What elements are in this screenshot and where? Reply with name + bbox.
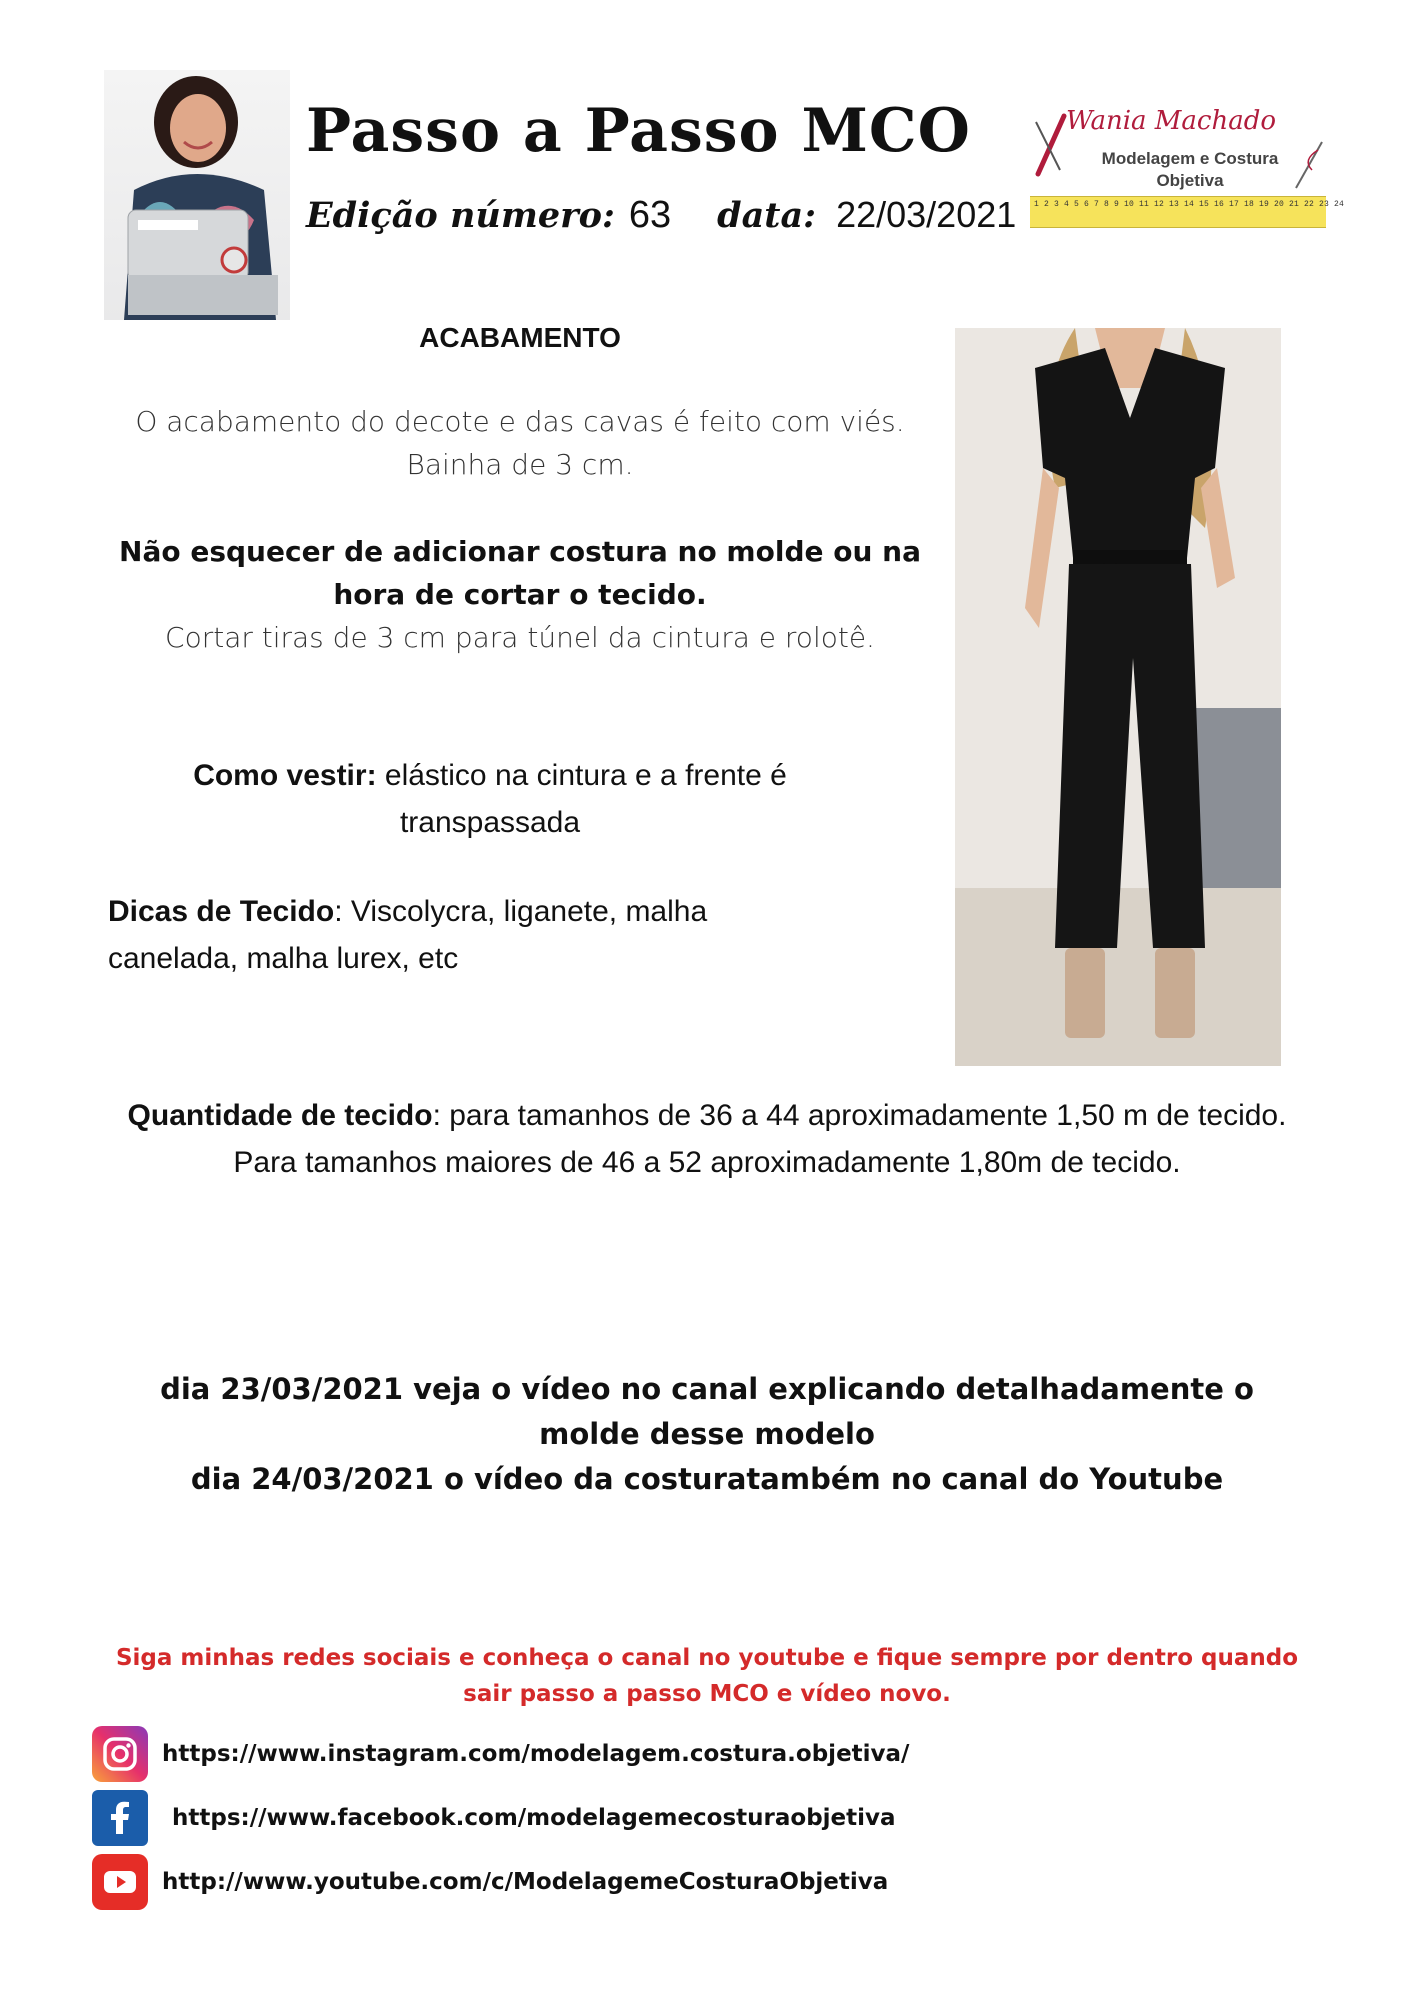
dicas-tecido-paragraph <box>108 888 708 982</box>
section-heading-acabamento: ACABAMENTO <box>419 322 621 353</box>
como-vestir-label: Como vestir: <box>193 759 377 792</box>
cut-strips-note: Cortar tiras de 3 cm para túnel da cintura e rolotê. <box>165 621 875 654</box>
ruler-numbers: 1 2 3 4 5 6 7 8 9 10 11 12 13 14 15 16 17 18 19 20 21 22 23 24 <box>1034 200 1345 209</box>
author-with-sewing-machine-image <box>104 70 290 320</box>
follow-invitation: Siga minhas redes sociais e conheça o canal no youtube e fique sempre por dentro quando sair passo a passo MCO e vídeo novo. <box>115 1645 1299 1707</box>
video-molde-announcement: dia 23/03/2021 veja o vídeo no canal explicando detalhadamente o molde desse modelo <box>160 1372 1254 1451</box>
acabamento-line-1: O acabamento do decote e das cavas é feito com viés. <box>135 405 905 438</box>
seam-allowance-note: Não esquecer de adicionar costura no molde ou na hora de cortar o tecido. <box>119 535 921 611</box>
como-vestir-paragraph <box>150 752 830 846</box>
date-value: 22/03/2021 <box>836 194 1017 235</box>
quantidade-text: : para tamanhos de 36 a 44 aproximadamente 1,50 m de tecido. <box>432 1099 1287 1132</box>
como-vestir-text: elástico na cintura e a frente é transpassada <box>376 759 787 839</box>
brand-subtitle: Modelagem e Costura Objetiva <box>1101 149 1279 190</box>
date-label: data: <box>717 195 817 236</box>
author-photo <box>104 70 290 320</box>
facebook-icon[interactable] <box>92 1790 148 1846</box>
instagram-row[interactable] <box>92 1725 909 1783</box>
instagram-icon[interactable] <box>92 1726 148 1782</box>
brand-signature: Wania Machado <box>1066 106 1277 136</box>
dicas-tecido-text: : Viscolycra, liganete, malha canelada, malha lurex, etc <box>108 895 708 975</box>
acabamento-line-2: Bainha de 3 cm. <box>406 448 634 481</box>
quantidade-label: Quantidade de tecido <box>127 1099 433 1132</box>
facebook-row[interactable] <box>92 1789 896 1847</box>
edition-number: 63 <box>628 194 672 236</box>
dicas-tecido-label: Dicas de Tecido <box>108 895 335 928</box>
page-title: Passo a Passo MCO <box>306 96 971 166</box>
youtube-row[interactable] <box>92 1853 888 1911</box>
video-announcements <box>80 1367 1334 1502</box>
youtube-glyph <box>100 1862 140 1902</box>
youtube-icon[interactable] <box>92 1854 148 1910</box>
acabamento-text <box>120 400 920 486</box>
instagram-link[interactable]: https://www.instagram.com/modelagem.costura.objetiva/ <box>162 1741 910 1767</box>
edition-row <box>306 194 1016 237</box>
facebook-glyph <box>100 1798 140 1838</box>
measuring-tape <box>1030 196 1345 228</box>
black-jumpsuit-image <box>955 328 1281 1066</box>
video-costura-announcement: dia 24/03/2021 o vídeo da costuratambém no canal do Youtube <box>190 1462 1224 1496</box>
scissors-icon <box>1030 112 1070 182</box>
youtube-link[interactable]: http://www.youtube.com/c/ModelagemeCosturaObjetiva <box>162 1869 889 1895</box>
quantidade-tecido-paragraph <box>110 1092 1304 1186</box>
brand-logo <box>1030 100 1345 230</box>
jumpsuit-photo <box>955 328 1281 1066</box>
facebook-link[interactable]: https://www.facebook.com/modelagemecosturaobjetiva <box>172 1805 896 1831</box>
edition-label: Edição número: <box>306 195 615 236</box>
quantidade-line-1 <box>110 1092 1304 1139</box>
quantidade-line-2: Para tamanhos maiores de 46 a 52 aproximadamente 1,80m de tecido. <box>233 1146 1181 1179</box>
instagram-glyph <box>100 1734 140 1774</box>
